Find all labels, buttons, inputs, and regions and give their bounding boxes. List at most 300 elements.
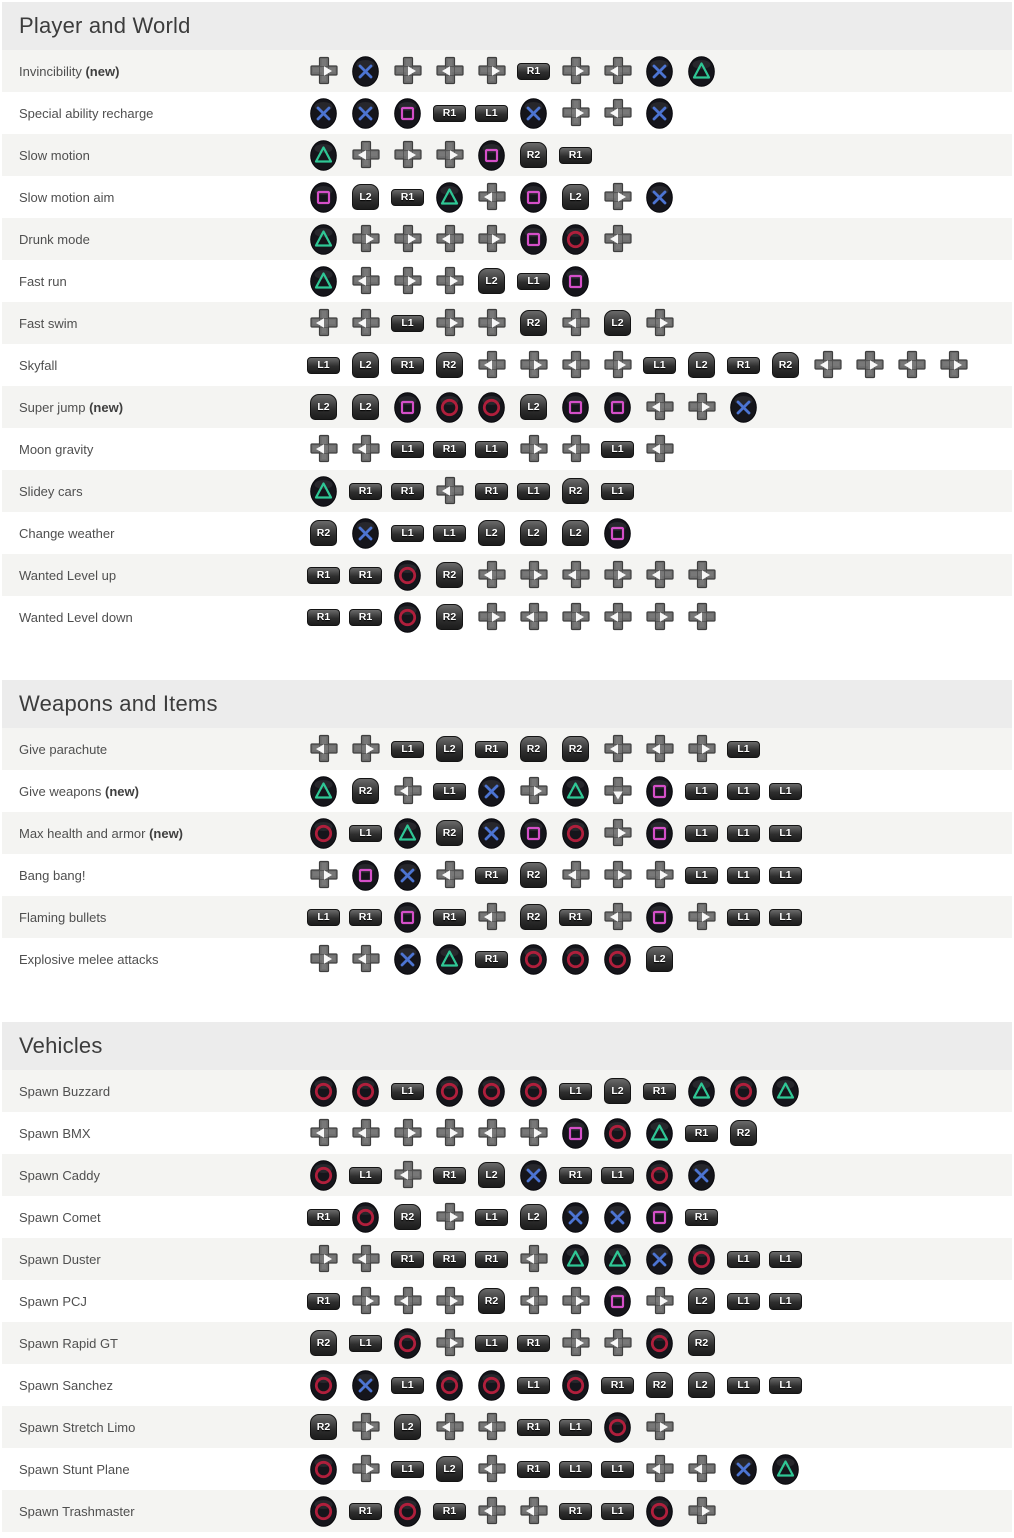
btn-r1-label: R1 [391,357,424,374]
btn-r2-label: R2 [436,820,463,846]
btn-r1-label: R1 [685,1125,718,1142]
btn-r2-icon [769,349,802,381]
btn-cross-icon [601,1201,634,1233]
btn-r1-label: R1 [433,1167,466,1184]
btn-circle-icon [391,1495,424,1527]
btn-l1-icon [559,1411,592,1443]
btn-r1-icon [685,1117,718,1149]
btn-right-icon [601,349,634,381]
btn-l2-label: L2 [436,1456,463,1482]
btn-circle-icon [475,1369,508,1401]
btn-r1-icon [475,475,508,507]
btn-r1-icon [475,943,508,975]
btn-l1-label: L1 [727,909,760,926]
btn-cross-icon [391,943,424,975]
btn-cross-icon [559,1201,592,1233]
btn-circle-icon [559,943,592,975]
btn-r1-label: R1 [307,609,340,626]
btn-triangle-icon [391,817,424,849]
button-sequence [307,97,676,129]
btn-l1-label: L1 [559,1461,592,1478]
btn-circle-icon [475,1075,508,1107]
button-sequence [307,775,802,807]
btn-r1-icon [349,601,382,633]
btn-l1-icon [391,433,424,465]
btn-r2-label: R2 [310,1414,337,1440]
btn-left-icon [685,1453,718,1485]
btn-l1-label: L1 [517,273,550,290]
btn-l2-label: L2 [478,1162,505,1188]
btn-circle-icon [307,1495,340,1527]
btn-r1-icon [391,475,424,507]
cheat-row [2,1490,1012,1532]
btn-r1-icon [559,1495,592,1527]
cheat-label: Spawn Duster [19,1251,101,1267]
cheat-label: Spawn Comet [19,1209,101,1225]
btn-l2-label: L2 [352,394,379,420]
btn-l1-icon [769,775,802,807]
btn-circle-icon [643,1495,676,1527]
btn-circle-icon [643,1159,676,1191]
btn-left-icon [433,859,466,891]
btn-left-icon [307,433,340,465]
btn-triangle-icon [433,943,466,975]
btn-l1-icon [601,1495,634,1527]
button-sequence [307,475,634,507]
btn-right-icon [643,1285,676,1317]
btn-r1-icon [559,901,592,933]
cheat-label: Spawn Trashmaster [19,1503,135,1519]
btn-circle-icon [307,1453,340,1485]
btn-l2-label: L2 [478,268,505,294]
cheat-label: Give parachute [19,741,108,757]
cheat-row [2,854,1012,896]
btn-l2-icon [307,391,340,423]
btn-left-icon [475,559,508,591]
cheat-row [2,134,1012,176]
button-sequence [307,517,634,549]
btn-r2-label: R2 [646,1372,673,1398]
btn-r2-icon [433,559,466,591]
button-sequence [307,559,718,591]
cheat-row [2,938,1012,980]
button-sequence [307,817,802,849]
btn-square-icon [643,901,676,933]
btn-triangle-icon [307,223,340,255]
btn-square-icon [643,775,676,807]
btn-circle-icon [559,223,592,255]
cheat-label: Invincibility (new) [19,63,120,79]
btn-circle-icon [391,1327,424,1359]
btn-l1-icon [727,901,760,933]
btn-left-icon [391,1159,424,1191]
btn-r2-label: R2 [772,352,799,378]
btn-r2-label: R2 [730,1120,757,1146]
btn-r1-label: R1 [349,483,382,500]
cheat-row [2,1280,1012,1322]
btn-l1-icon [685,775,718,807]
cheat-section [0,1022,1014,1532]
btn-l1-label: L1 [727,741,760,758]
cheat-label: Spawn Caddy [19,1167,100,1183]
btn-right-icon [433,307,466,339]
cheat-row [2,512,1012,554]
btn-r1-label: R1 [349,1503,382,1520]
cheat-row [2,1070,1012,1112]
btn-circle-icon [685,1243,718,1275]
btn-r2-icon [517,139,550,171]
btn-r2-icon [517,307,550,339]
cheat-row [2,92,1012,134]
section-header [2,680,1012,728]
btn-left-icon [307,733,340,765]
cheat-label: Spawn Sanchez [19,1377,113,1393]
btn-right-icon [685,733,718,765]
button-sequence [307,1453,802,1485]
btn-left-icon [391,775,424,807]
btn-l2-icon [475,265,508,297]
btn-l1-icon [727,817,760,849]
cheat-label: Special ability recharge [19,105,154,121]
cheat-label: Wanted Level up [19,567,117,583]
btn-left-icon [307,1117,340,1149]
btn-right-icon [391,223,424,255]
btn-right-icon [307,1243,340,1275]
btn-r2-icon [433,601,466,633]
btn-square-icon [517,223,550,255]
btn-r2-icon [517,901,550,933]
btn-l1-icon [601,475,634,507]
btn-l2-label: L2 [520,1204,547,1230]
cheat-label: Spawn BMX [19,1125,91,1141]
btn-l1-label: L1 [391,741,424,758]
btn-left-icon [433,1411,466,1443]
btn-l1-icon [391,733,424,765]
btn-r1-label: R1 [475,741,508,758]
btn-left-icon [643,1453,676,1485]
cheat-label: Slow motion [19,147,90,163]
cheat-label: Max health and armor (new) [19,825,184,841]
button-sequence [307,1159,718,1191]
btn-l1-icon [307,349,340,381]
button-sequence [307,265,592,297]
btn-l2-icon [349,181,382,213]
btn-cross-icon [349,97,382,129]
btn-r1-label: R1 [517,1335,550,1352]
section-title: Vehicles [19,1033,103,1058]
cheat-label: Spawn Rapid GT [19,1335,118,1351]
btn-r1-icon [433,433,466,465]
btn-l2-label: L2 [562,520,589,546]
btn-circle-icon [391,601,424,633]
cheat-label: Fast run [19,273,67,289]
btn-l2-label: L2 [436,736,463,762]
btn-r2-icon [727,1117,760,1149]
btn-r1-icon [307,559,340,591]
btn-circle-icon [601,943,634,975]
btn-l1-label: L1 [727,867,760,884]
button-sequence [307,943,676,975]
btn-l1-label: L1 [475,1335,508,1352]
btn-l1-icon [727,775,760,807]
cheat-row [2,554,1012,596]
btn-left-icon [475,1117,508,1149]
btn-l1-icon [475,1201,508,1233]
btn-r1-icon [433,1159,466,1191]
btn-l1-label: L1 [727,1377,760,1394]
btn-left-icon [643,391,676,423]
btn-r1-label: R1 [433,441,466,458]
btn-square-icon [391,901,424,933]
btn-r1-label: R1 [433,105,466,122]
btn-r1-icon [685,1201,718,1233]
btn-l1-label: L1 [601,441,634,458]
btn-square-icon [559,391,592,423]
btn-r2-icon [475,1285,508,1317]
btn-left-icon [601,55,634,87]
cheat-label: Drunk mode [19,231,90,247]
btn-r2-label: R2 [394,1204,421,1230]
btn-cross-icon [349,55,382,87]
btn-right-icon [517,559,550,591]
btn-right-icon [475,223,508,255]
btn-down-icon [601,775,634,807]
btn-right-icon [475,601,508,633]
btn-circle-icon [475,391,508,423]
btn-r2-icon [517,859,550,891]
cheat-row [2,50,1012,92]
btn-r1-label: R1 [307,567,340,584]
btn-circle-icon [601,1117,634,1149]
btn-right-icon [643,601,676,633]
btn-triangle-icon [769,1453,802,1485]
btn-r1-label: R1 [475,951,508,968]
btn-r1-label: R1 [391,1251,424,1268]
btn-left-icon [349,1117,382,1149]
btn-right-icon [391,1117,424,1149]
btn-square-icon [349,859,382,891]
btn-left-icon [517,1243,550,1275]
cheat-row [2,1112,1012,1154]
btn-r2-icon [643,1369,676,1401]
btn-l1-label: L1 [685,783,718,800]
btn-l1-label: L1 [685,825,718,842]
btn-circle-icon [433,391,466,423]
cheat-row [2,770,1012,812]
btn-r2-label: R2 [436,352,463,378]
btn-r1-label: R1 [433,1251,466,1268]
btn-cross-icon [475,817,508,849]
btn-r2-label: R2 [520,142,547,168]
btn-right-icon [601,817,634,849]
btn-r1-icon [349,559,382,591]
btn-r2-label: R2 [520,310,547,336]
btn-r1-label: R1 [517,63,550,80]
btn-right-icon [559,97,592,129]
btn-left-icon [391,1285,424,1317]
btn-square-icon [307,181,340,213]
btn-circle-icon [307,1159,340,1191]
cheat-row [2,1406,1012,1448]
btn-r1-label: R1 [559,147,592,164]
btn-circle-icon [307,1369,340,1401]
btn-circle-icon [601,1411,634,1443]
btn-left-icon [559,433,592,465]
btn-circle-icon [307,817,340,849]
btn-left-icon [811,349,844,381]
btn-right-icon [475,307,508,339]
btn-r1-icon [433,1243,466,1275]
cheat-label: Skyfall [19,357,58,373]
btn-r1-icon [517,1327,550,1359]
button-sequence [307,601,718,633]
btn-l1-icon [349,1327,382,1359]
btn-square-icon [559,265,592,297]
btn-cross-icon [475,775,508,807]
btn-r1-icon [517,1411,550,1443]
btn-circle-icon [517,943,550,975]
btn-triangle-icon [559,775,592,807]
new-badge: (new) [81,63,120,79]
btn-left-icon [895,349,928,381]
btn-l1-icon [769,1243,802,1275]
btn-right-icon [349,223,382,255]
btn-l1-label: L1 [769,1377,802,1394]
btn-left-icon [601,733,634,765]
btn-l1-icon [391,1453,424,1485]
btn-r2-label: R2 [520,736,547,762]
btn-r1-icon [517,1453,550,1485]
btn-right-icon [475,55,508,87]
cheat-label: Super jump (new) [19,399,124,415]
cheat-label: Spawn Stunt Plane [19,1461,130,1477]
btn-l1-label: L1 [769,867,802,884]
btn-right-icon [685,559,718,591]
btn-right-icon [517,349,550,381]
btn-right-icon [307,55,340,87]
btn-l2-icon [685,1285,718,1317]
btn-cross-icon [517,1159,550,1191]
btn-triangle-icon [307,775,340,807]
btn-l1-icon [475,97,508,129]
new-badge: (new) [101,783,139,799]
btn-l1-label: L1 [391,315,424,332]
btn-l1-label: L1 [349,1167,382,1184]
btn-left-icon [349,433,382,465]
btn-right-icon [433,1285,466,1317]
btn-right-icon [391,265,424,297]
btn-r1-label: R1 [307,1209,340,1226]
btn-l2-icon [601,1075,634,1107]
btn-r2-label: R2 [688,1330,715,1356]
btn-right-icon [853,349,886,381]
btn-l2-label: L2 [688,1372,715,1398]
btn-square-icon [391,97,424,129]
btn-l2-label: L2 [520,520,547,546]
btn-l1-icon [517,265,550,297]
btn-l1-label: L1 [517,1377,550,1394]
cheat-label: Bang bang! [19,867,86,883]
btn-l2-icon [475,1159,508,1191]
btn-r1-icon [475,859,508,891]
section-title: Player and World [19,13,191,38]
btn-r2-label: R2 [352,778,379,804]
button-sequence [307,181,676,213]
btn-r2-icon [349,775,382,807]
btn-r1-label: R1 [475,867,508,884]
btn-l1-icon [517,475,550,507]
btn-right-icon [433,139,466,171]
btn-l1-label: L1 [601,1461,634,1478]
btn-square-icon [559,1117,592,1149]
btn-left-icon [601,97,634,129]
btn-left-icon [475,1495,508,1527]
btn-right-icon [307,859,340,891]
btn-cross-icon [307,97,340,129]
btn-circle-icon [559,1369,592,1401]
btn-left-icon [349,139,382,171]
btn-l1-label: L1 [769,825,802,842]
btn-l1-icon [727,1369,760,1401]
btn-r1-label: R1 [475,483,508,500]
btn-l1-label: L1 [349,1335,382,1352]
btn-r2-label: R2 [310,1330,337,1356]
btn-right-icon [307,943,340,975]
button-sequence [307,733,760,765]
btn-l2-label: L2 [352,352,379,378]
btn-left-icon [559,307,592,339]
btn-right-icon [349,1285,382,1317]
btn-r1-icon [307,1285,340,1317]
btn-l1-label: L1 [433,525,466,542]
btn-r1-icon [433,901,466,933]
btn-triangle-icon [685,1075,718,1107]
btn-r1-icon [433,97,466,129]
btn-left-icon [559,559,592,591]
btn-l1-icon [769,1369,802,1401]
cheat-row [2,596,1012,638]
btn-r1-icon [643,1075,676,1107]
btn-l1-label: L1 [475,1209,508,1226]
btn-right-icon [517,433,550,465]
btn-circle-icon [307,1075,340,1107]
cheat-row [2,386,1012,428]
btn-r2-icon [391,1201,424,1233]
button-sequence [307,433,676,465]
btn-left-icon [643,433,676,465]
btn-right-icon [559,601,592,633]
btn-cross-icon [517,97,550,129]
cheat-section [0,2,1014,638]
cheat-row [2,260,1012,302]
btn-left-icon [601,601,634,633]
btn-right-icon [391,139,424,171]
button-sequence [307,1495,718,1527]
btn-l2-icon [391,1411,424,1443]
btn-r1-icon [475,733,508,765]
btn-l1-label: L1 [727,825,760,842]
btn-left-icon [601,901,634,933]
cheat-row [2,1448,1012,1490]
btn-right-icon [349,733,382,765]
btn-right-icon [517,1117,550,1149]
btn-l1-label: L1 [769,909,802,926]
btn-r1-label: R1 [601,1377,634,1394]
btn-right-icon [559,1285,592,1317]
btn-r2-icon [559,475,592,507]
cheat-label: Moon gravity [19,441,94,457]
btn-l1-icon [391,307,424,339]
